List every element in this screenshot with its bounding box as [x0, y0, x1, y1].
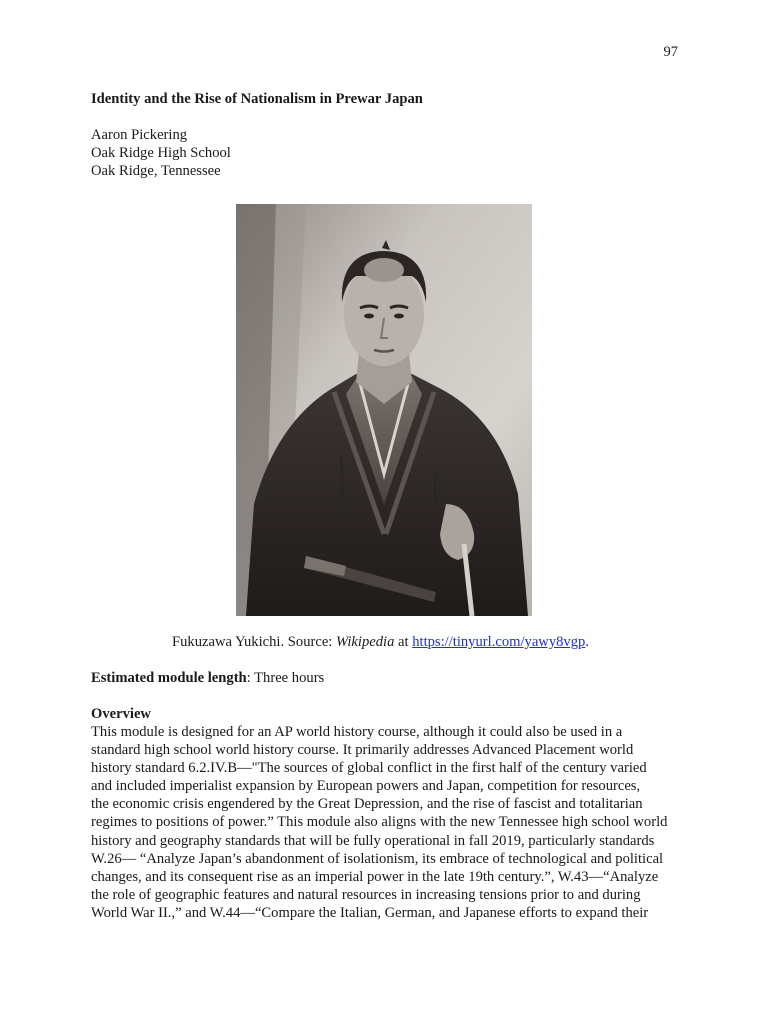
module-length-separator: : [246, 670, 255, 686]
overview-body [91, 723, 681, 922]
module-length-value: Three hours [254, 670, 325, 686]
overview-heading: Overview [91, 706, 151, 722]
author-location: Oak Ridge, Tennessee [91, 163, 221, 180]
document-title: Identity and the Rise of Nationalism in Prewar Japan [91, 91, 423, 107]
caption-suffix: . [585, 634, 589, 650]
overview-line: World War II.,” and W.44—“Compare the Italian, German, and Japanese efforts to expand their [91, 904, 649, 921]
overview-line: and included imperialist expansion by European powers and Japan, competition for resources, [91, 778, 641, 795]
overview-line: history standard 6.2.IV.B—"The sources of global conflict in the first half of the century varied [91, 760, 647, 777]
caption-source: Wikipedia [336, 634, 395, 650]
caption-prefix: Fukuzawa Yukichi. Source: [172, 634, 337, 650]
author-school: Oak Ridge High School [91, 145, 231, 162]
module-length-label: Estimated module length [91, 670, 247, 686]
overview-line: the economic crisis engendered by the Great Depression, and the rise of fascist and totalitarian [91, 796, 643, 813]
caption-at: at [394, 634, 413, 650]
overview-line: regimes to positions of power.” This module also aligns with the new Tennessee high school world [91, 814, 668, 831]
overview-line: W.26— “Analyze Japan’s abandonment of isolationism, its embrace of technological and political [91, 850, 664, 867]
figure-caption [172, 633, 589, 651]
module-length [91, 669, 324, 687]
overview-line: history and geography standards that will be fully operational in fall 2019, particularly standards [91, 832, 655, 849]
overview-line: standard high school world history course. It primarily addresses Advanced Placement world [91, 742, 634, 759]
author-block [91, 126, 231, 180]
overview-line: This module is designed for an AP world history course, although it could also be used in a [91, 724, 623, 740]
caption-link[interactable]: https://tinyurl.com/yawy8vgp [412, 634, 586, 650]
author-name: Aaron Pickering [91, 127, 188, 143]
portrait-photo [236, 204, 532, 616]
overview-line: the role of geographic features and natural resources in increasing tensions prior to and during [91, 886, 641, 903]
overview-line: changes, and its consequent rise as an imperial power in the late 19th century.”, W.43—“Analyze [91, 868, 659, 885]
page-number: 97 [663, 44, 678, 60]
